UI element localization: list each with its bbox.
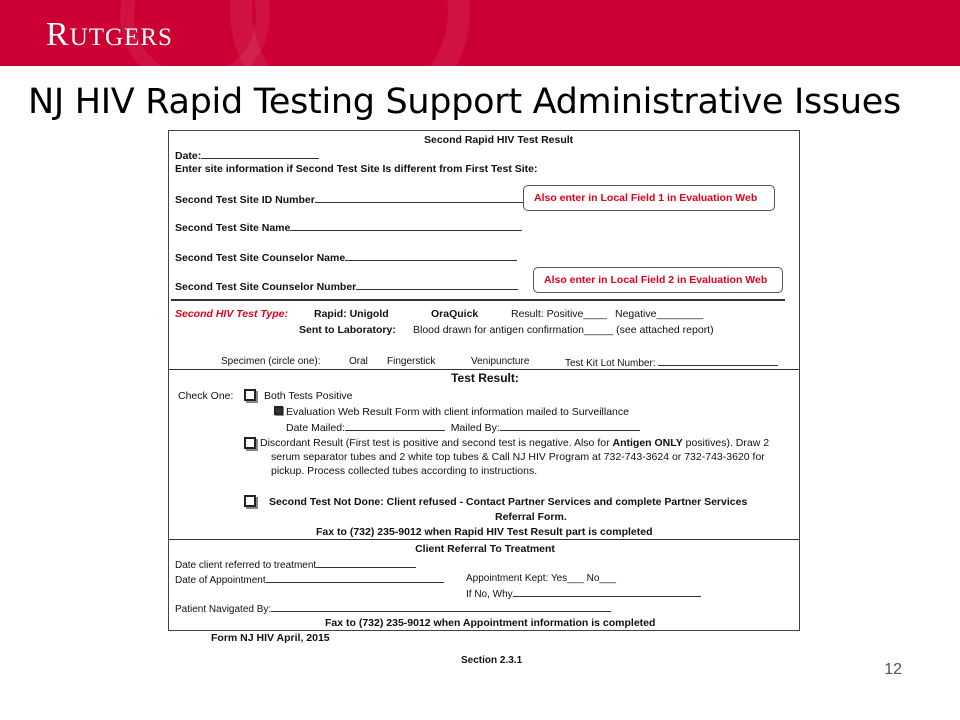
form-scan (168, 130, 800, 631)
section-number: Section 2.3.1 (461, 655, 523, 666)
site-id-label: Second Test Site ID Number (175, 193, 533, 206)
header-banner (0, 0, 960, 66)
not-done-checkbox[interactable] (244, 495, 256, 507)
appointment-kept: Appointment Kept: Yes___ No___ (466, 573, 617, 584)
oraquick: OraQuick (431, 308, 479, 320)
specimen-fingerstick: Fingerstick (387, 356, 436, 367)
both-positive-checkbox[interactable] (244, 389, 256, 401)
if-no-why: If No, Why (466, 587, 701, 601)
date-appointment: Date of Appointment (175, 573, 444, 587)
test-kit-lot: Test Kit Lot Number: (565, 356, 778, 370)
specimen-label: Specimen (circle one): (221, 356, 321, 367)
not-done-line-2: Referral Form. (495, 511, 567, 523)
counselor-number-label: Second Test Site Counselor Number (175, 280, 518, 293)
rapid-unigold: Rapid: Unigold (314, 308, 389, 320)
discordant-checkbox[interactable] (244, 437, 256, 449)
date-label: Date: (175, 149, 319, 162)
eval-web-checkbox[interactable] (274, 406, 283, 415)
discordant-line-3: pickup. Process collected tubes according to instructions. (271, 465, 538, 477)
patient-navigated: Patient Navigated By: (175, 602, 611, 616)
result-positive: Result: Positive____ (511, 308, 607, 320)
callout-local-field-2: Also enter in Local Field 2 in Evaluation Web (533, 267, 783, 293)
check-one-label: Check One: (178, 390, 234, 402)
not-done-line-1: Second Test Not Done: Client refused - Contact Partner Services and complete Partner Services (269, 496, 748, 508)
rutgers-logo: RUTGERS (46, 16, 173, 53)
discordant-line-1: Discordant Result (First test is positive and second test is negative. Also for Antigen ONLY positives). Draw 2 (260, 437, 770, 449)
site-name-label: Second Test Site Name (175, 221, 522, 234)
blood-drawn: Blood drawn for antigen confirmation_____ (see attached report) (413, 324, 714, 336)
callout-local-field-1: Also enter in Local Field 1 in Evaluation Web (523, 185, 775, 211)
eval-web-label: Evaluation Web Result Form with client information mailed to Surveillance (286, 406, 629, 418)
fax-appointment: Fax to (732) 235-9012 when Appointment information is completed (325, 617, 656, 629)
date-referred: Date client referred to treatment (175, 558, 416, 572)
form-heading: Second Rapid HIV Test Result (424, 134, 574, 146)
test-result-heading: Test Result: (451, 371, 519, 385)
counselor-name-label: Second Test Site Counselor Name (175, 251, 517, 264)
result-negative: Negative________ (615, 308, 704, 320)
form-footer-label: Form NJ HIV April, 2015 (211, 632, 330, 644)
fax-result: Fax to (732) 235-9012 when Rapid HIV Test Result part is completed (316, 526, 653, 538)
test-type-label: Second HIV Test Type: (175, 308, 288, 320)
referral-heading: Client Referral To Treatment (415, 543, 555, 555)
specimen-oral: Oral (349, 356, 368, 367)
specimen-venipuncture: Venipuncture (471, 356, 530, 367)
page-number: 12 (884, 661, 902, 678)
slide-title: NJ HIV Rapid Testing Support Administrative Issues (28, 82, 901, 122)
both-positive-label: Both Tests Positive (264, 390, 353, 402)
discordant-line-2: serum separator tubes and 2 white top tubes & Call NJ HIV Program at 732-743-3624 or 732-743-3620 for (271, 451, 765, 463)
site-info-label: Enter site information if Second Test Site Is different from First Test Site: (175, 163, 538, 175)
sent-to-laboratory: Sent to Laboratory: (299, 324, 396, 336)
date-mailed: Date Mailed: Mailed By: (286, 421, 640, 434)
